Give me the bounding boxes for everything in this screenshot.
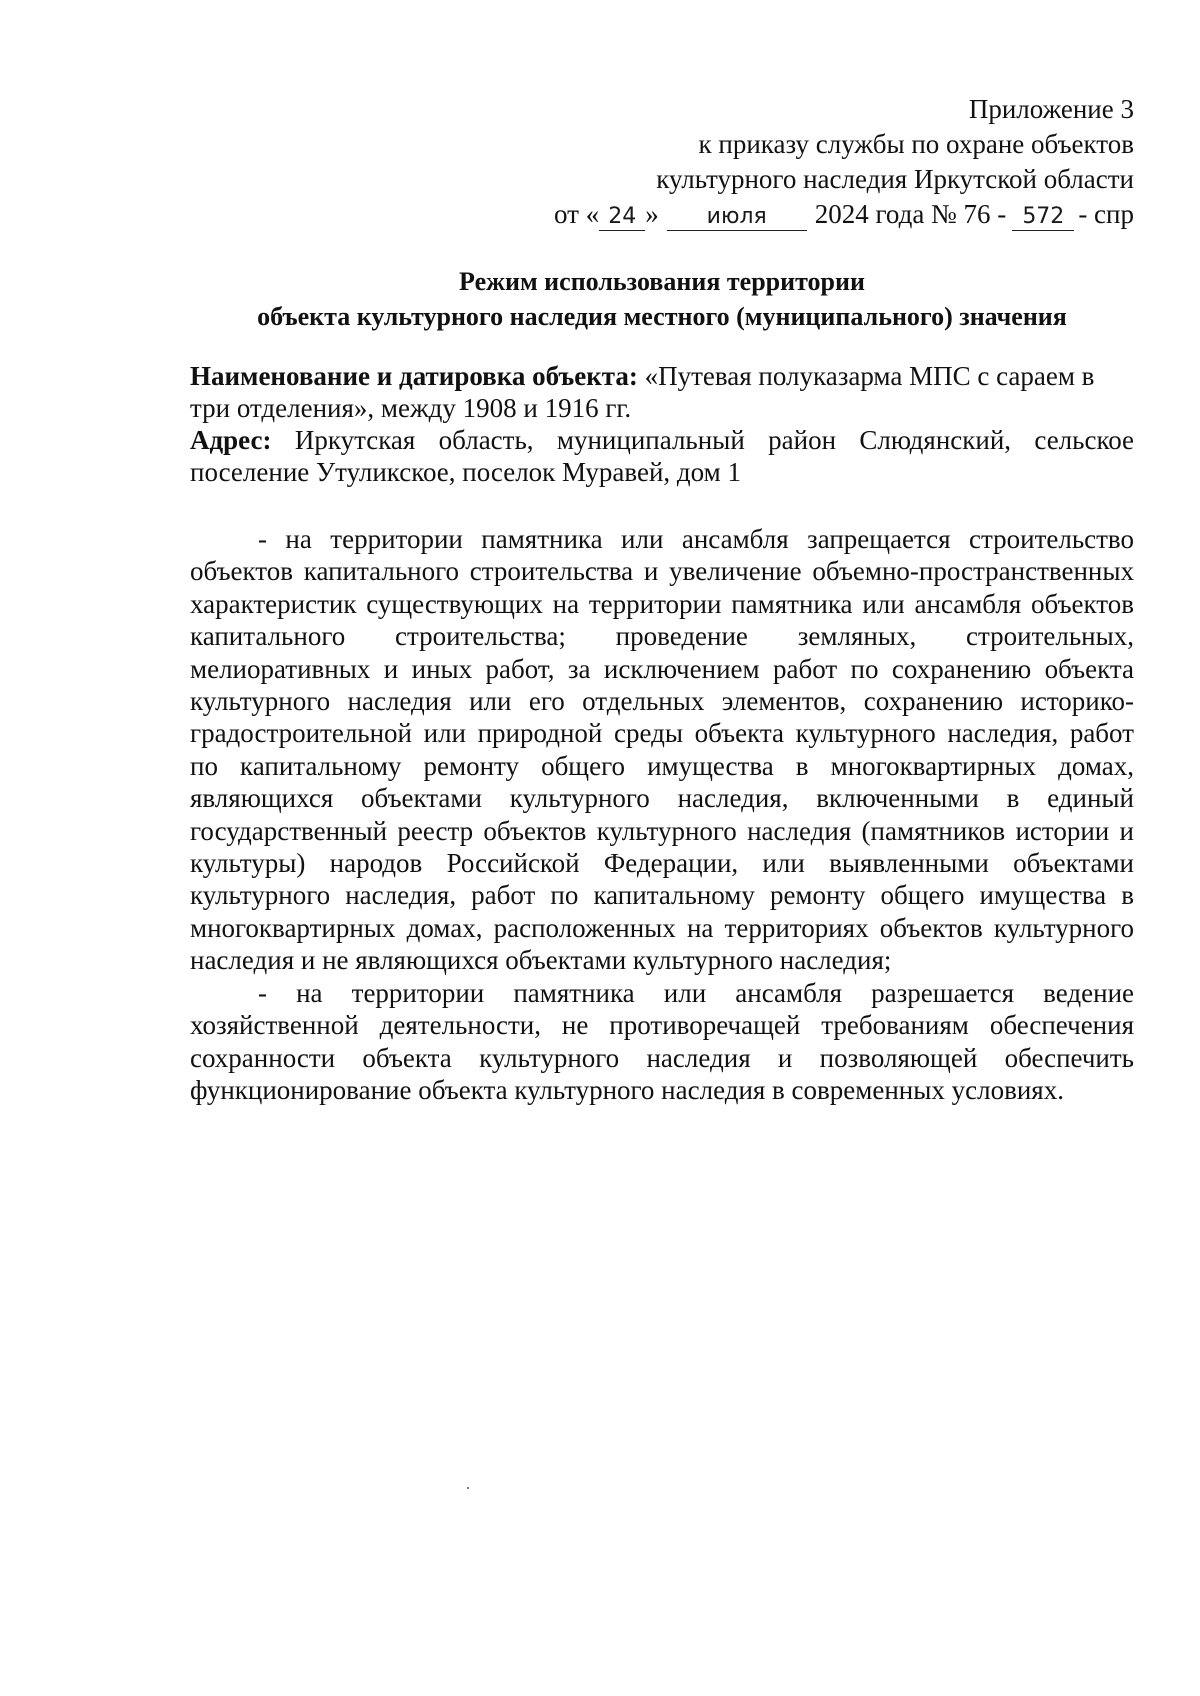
title-line-1: Режим использования территории xyxy=(459,267,865,296)
object-name xyxy=(190,360,1134,424)
appendix-number: Приложение 3 xyxy=(968,94,1134,124)
paragraph-permissions: - на территории памятника или ансамбля разрешается ведение хозяйственной деятельности, не противоречащей требованиям обеспечения сохранности объекта культурного наследия и позволяющей обеспечить функционирование объекта культурного наследия в современных условиях. xyxy=(190,977,1134,1105)
appendix-date-line xyxy=(480,197,1134,232)
object-address-label: Адрес: xyxy=(190,425,272,455)
order-suffix: - спр xyxy=(1078,199,1134,229)
object-name-label: Наименование и датировка объекта: xyxy=(190,361,638,391)
object-info xyxy=(190,360,1134,488)
object-address xyxy=(190,424,1134,488)
handwritten-order-number: 572 xyxy=(1012,204,1074,231)
handwritten-day: 24 xyxy=(599,204,645,231)
handwritten-month: июля xyxy=(667,204,807,231)
object-address-value: Иркутская область, муниципальный район Слюдянский, сельское поселение Утуликское, поселок Муравей, дом 1 xyxy=(190,425,1135,487)
title-line-2: объекта культурного наследия местного (муниципального) значения xyxy=(257,302,1067,331)
appendix-header xyxy=(480,92,1134,232)
scan-speck xyxy=(467,1487,469,1489)
paragraph-prohibitions: - на территории памятника или ансамбля запрещается строительство объектов капитального строительства и увеличение объемно-пространственных характеристик существующих на территории памятника или ансамбля объектов капитального строительства; проведение земляных, строительных, мелиоративных и иных работ, за исключением работ по сохранению объекта культурного наследия или его отдельных элементов, сохранению историко-градостроительной или природной среды объекта культурного наследия, работ по капитальному ремонту общего имущества в многоквартирных домах, являющихся объектами культурного наследия, включенными в единый государственный реестр объектов культурного наследия (памятников истории и культуры) народов Российской Федерации, или выявленными объектами культурного наследия, работ по капитальному ремонту общего имущества в многоквартирных домах, расположенных на территориях объектов культурного наследия и не являющихся объектами культурного наследия; xyxy=(190,524,1134,976)
appendix-order-ref: к приказу службы по охране объектов xyxy=(698,129,1134,159)
date-prefix: от « xyxy=(554,199,600,229)
regime-text xyxy=(190,523,1134,1106)
appendix-authority: культурного наследия Иркутской области xyxy=(656,164,1134,194)
date-day-close: » xyxy=(645,199,659,229)
date-year: 2024 года № 76 - xyxy=(814,199,1007,229)
object-name-value: «Путевая полуказарма МПС с сараем в три отделения», между 1908 и 1916 гг. xyxy=(190,361,1095,423)
document-title xyxy=(190,264,1134,334)
